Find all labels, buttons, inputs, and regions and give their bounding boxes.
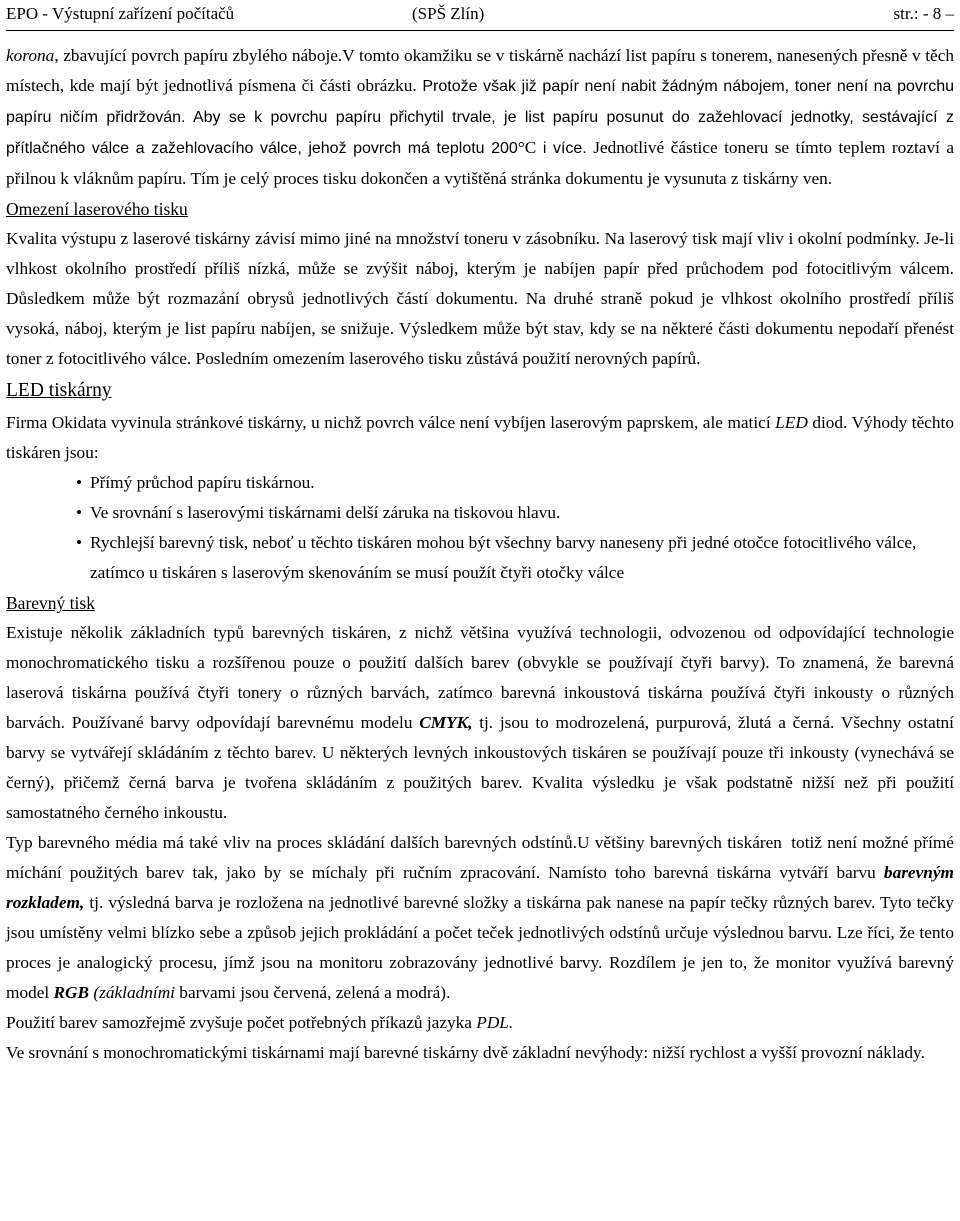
led-paragraph: Firma Okidata vyvinula stránkové tiskárny, u nichž povrch válce není vybíjen laserovým paprskem, ale maticí LED diod. Výhody těchto tiskáren jsou:: [6, 413, 954, 462]
heading-color-printing: Barevný tisk: [6, 593, 95, 613]
page-header: [6, 0, 954, 31]
header-school: (SPŠ Zlín): [412, 4, 485, 23]
document-page: [6, 0, 954, 1068]
color-paragraph-1: Existuje několik základních typů barevných tiskáren, z nichž většina využívá technologii, odvozenou od odpovídající technologie monochromatického tisku a rozšířenou pouze o použití dalších barev (obvykle se používají čtyři barvy). To znamená, že barevná laserová tiskárna používá čtyři tonery o různých barvách, zatímco barevná inkoustová tiskárna používá čtyři inkousty o různých barvách. Používané barvy odpovídají barevnému modelu CMYK, tj. jsou to modrozelená, purpurová, žlutá a černá. Všechny ostatní barvy se vytvářejí skládáním z těchto barev. U některých levných inkoustových tiskáren se používají pouze tři inkousty (vynechává se černý), přičemž černá barva je tvořena skládáním z použitých barev. Kvalita výsledku je však podstatně nižší než při použití samostatného černého inkoustu.: [6, 623, 954, 822]
laser-limits-paragraph: Kvalita výstupu z laserové tiskárny závisí mimo jiné na množství toneru v zásobníku. Na laserový tisk mají vliv i okolní podmínky. Je-li vlhkost okolního prostředí příliš nízká, může se zvýšit náboj, kterým je nabíjen papír před průchodem pod fotocitlivým válcem. Důsledkem může být rozmazání obrysů jednotlivých částí dokumentu. Na druhé straně pokud je vlhkost okolního prostředí příliš vysoká, náboj, kterým je list papíru nabíjen, se snižuje. Výsledkem může být stav, kdy se na některé části dokumentu nepodaří přenést toner z fotocitlivého válce. Posledním omezením laserového tisku zůstává použití nerovných papírů.: [6, 229, 954, 368]
list-item: • Přímý průchod papíru tiskárnou.: [76, 468, 954, 498]
term-korona: korona: [6, 46, 55, 65]
heading-led-printers: LED tiskárny: [6, 380, 112, 401]
led-advantages-list: [6, 468, 954, 588]
header-title: EPO - Výstupní zařízení počítačů: [6, 4, 235, 23]
color-paragraph-3: Použití barev samozřejmě zvyšuje počet potřebných příkazů jazyka PDL.: [6, 1013, 514, 1032]
list-item: • Rychlejší barevný tisk, neboť u těchto tiskáren mohou být všechny barvy naneseny při jedné otočce fotocitlivého válce, zatímco u tiskáren s laserovým skenováním se musí použít čtyři otočky válce: [76, 528, 954, 588]
intro-paragraph: korona, zbavující povrch papíru zbylého náboje.V tomto okamžiku se v tiskárně nachází list papíru s tonerem, nanesených přesně v těch místech, kde mají být jednotlivá písmena či části obrázku. Protože však již papír není nabit žádným nábojem, toner není na povrchu papíru ničím přidržován. Aby se k povrchu papíru přichytil trvale, je list papíru posunut do zažehlovací jednotky, sestávající z přítlačného válce a zažehlovacího válce, jehož povrch má teplotu 200°C i více. Jednotlivé částice toneru se tímto teplem roztaví a přilnou k vláknům papíru. Tím je celý proces tisku dokončen a vytištěná stránka dokumentu je vysunuta z tiskárny ven.: [6, 46, 955, 188]
color-paragraph-4: Ve srovnání s monochromatickými tiskárnami mají barevné tiskárny dvě základní nevýhody: nižší rychlost a vyšší provozní náklady.: [6, 1043, 925, 1062]
header-page-number: str.: - 8 –: [893, 4, 954, 23]
list-item: • Ve srovnání s laserovými tiskárnami delší záruka na tiskovou hlavu.: [76, 498, 954, 528]
heading-laser-limits: Omezení laserového tisku: [6, 199, 188, 219]
page-content: [6, 41, 954, 1068]
color-paragraph-2: Typ barevného média má také vliv na proces skládání dalších barevných odstínů.U většiny barevných tiskáren totiž není možné přímé míchání použitých barev tak, jako by se míchaly při ručním zpracování. Namísto toho barevná tiskárna vytváří barvu barevným rozkladem, tj. výsledná barva je rozložena na jednotlivé barevné složky a tiskárna pak nanese na papír tečky různých barev. Tyto tečky jsou umístěny velmi blízko sebe a způsob jejich prokládání a počet teček jednotlivých odstínů určuje výslednou barvu. Lze říci, že tento proces je analogický procesu, jímž jsou na monitoru zobrazovány jednotlivé barvy. Rozdílem je jen to, že monitor využívá barevný model RGB (základními barvami jsou červená, zelená a modrá).: [6, 833, 954, 1002]
